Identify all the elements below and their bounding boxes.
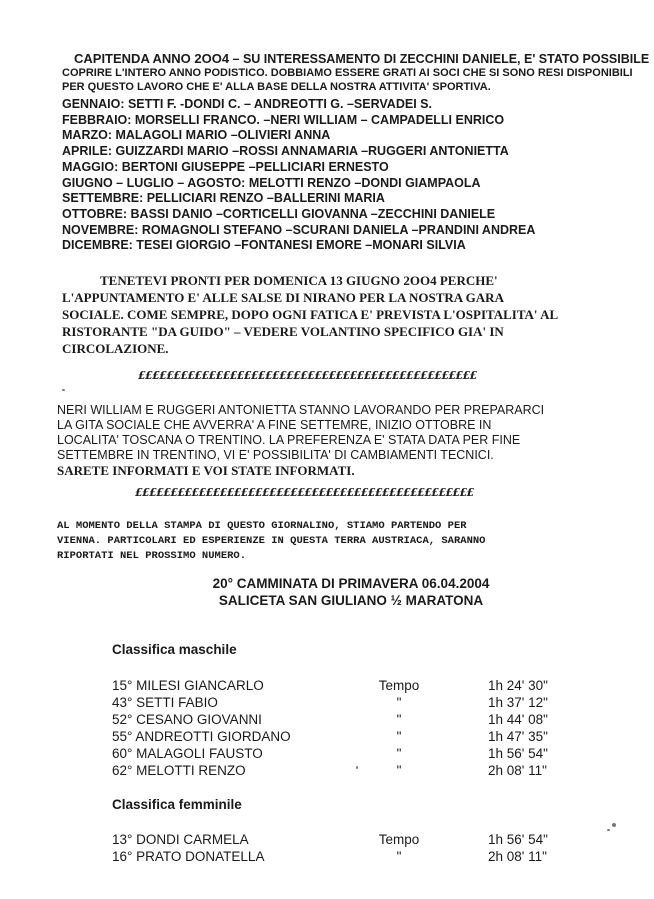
- monthly-volunteers-list: [62, 97, 642, 254]
- month-row: FEBBRAIO: MORSELLI FRANCO. –NERI WILLIAM – CAMPADELLI ENRICO: [62, 112, 505, 127]
- finish-time: 1h 37' 12": [488, 695, 548, 710]
- ditto-mark: ": [396, 849, 402, 864]
- athlete-name: 55° ANDREOTTI GIORDANO: [112, 729, 291, 744]
- scan-speck: [607, 829, 610, 831]
- month-row: GENNAIO: SETTI F. -DONDI C. – ANDREOTTI G. –SERVADEI S.: [62, 97, 432, 111]
- intro-line-3: PER QUESTO LAVORO CHE E' ALLA BASE DELLA NOSTRA ATTIVITA' SPORTIVA.: [62, 81, 491, 93]
- intro-lead: CAPITENDA ANNO 2OO4: [74, 51, 230, 66]
- result-row: [112, 745, 582, 762]
- female-ranking-heading: Classifica femminile: [112, 797, 242, 812]
- time-column-label: Tempo: [378, 832, 420, 847]
- paragraph-line: SARETE INFORMATI E VOI STATE INFORMATI.: [57, 463, 355, 478]
- paragraph-line: SOCIALE. COME SEMPRE, DOPO OGNI FATICA E' PREVISTA L'OSPITALITA' AL: [62, 307, 559, 322]
- finish-time: 1h 56' 54": [488, 832, 548, 847]
- result-row: [112, 831, 582, 848]
- finish-time: 2h 08' 11": [488, 849, 547, 864]
- month-row: MARZO: MALAGOLI MARIO –OLIVIERI ANNA: [62, 128, 331, 143]
- intro-line-1: [62, 51, 650, 66]
- pound-sign-separator: ££££££££££££££££££££££££££££££££££££££££££££££££: [135, 486, 474, 499]
- social-trip-paragraph: [57, 403, 544, 478]
- event-title-line-2: SALICETA SAN GIULIANO ½ MARATONA: [218, 593, 484, 608]
- month-row: GIUGNO – LUGLIO – AGOSTO: MELOTTI RENZO –DONDI GIAMPAOLA: [62, 175, 481, 190]
- finish-time: 1h 56' 54": [488, 746, 548, 761]
- female-ranking-table: [112, 831, 582, 865]
- intro-line-1-rest: – SU INTERESSAMENTO DI ZECCHINI DANIELE, E' STATO POSSIBILE: [229, 52, 650, 66]
- ditto-mark: ": [396, 746, 402, 761]
- result-row: [112, 711, 582, 728]
- athlete-name: 52° CESANO GIOVANNI: [112, 712, 262, 727]
- paragraph-line: TENETEVI PRONTI PER DOMENICA 13 GIUGNO 2OO4 PERCHE': [100, 273, 498, 288]
- finish-time: 1h 47' 35": [488, 729, 548, 744]
- month-row: NOVEMBRE: ROMAGNOLI STEFANO –SCURANI DANIELA –PRANDINI ANDREA: [62, 222, 536, 237]
- paragraph-line: L'APPUNTAMENTO E' ALLE SALSE DI NIRANO PER LA NOSTRA GARA: [62, 290, 504, 305]
- athlete-name: 16° PRATO DONATELLA: [112, 849, 265, 864]
- event-title: [0, 575, 654, 609]
- ditto-mark: ": [396, 695, 402, 710]
- athlete-name: 13° DONDI CARMELA: [112, 832, 249, 847]
- athlete-name: 43° SETTI FABIO: [112, 695, 218, 710]
- time-column-label: Tempo: [378, 678, 420, 693]
- ditto-mark: ": [396, 763, 402, 778]
- scan-speck: [62, 389, 65, 391]
- event-title-line-1: 20° CAMMINATA DI PRIMAVERA 06.04.2004: [212, 576, 490, 591]
- month-row: APRILE: GUIZZARDI MARIO –ROSSI ANNAMARIA –RUGGERI ANTONIETTA: [62, 144, 509, 159]
- vienna-trip-paragraph: [57, 519, 485, 564]
- finish-time: 1h 44' 08": [488, 712, 548, 727]
- paragraph-line: SETTEMBRE IN TRENTINO, VI E' POSSIBILITA' DI CAMBIAMENTI TECNICI.: [57, 448, 494, 462]
- result-row: [112, 694, 582, 711]
- month-row: OTTOBRE: BASSI DANIO –CORTICELLI GIOVANNA –ZECCHINI DANIELE: [62, 206, 496, 221]
- ditto-mark: ": [396, 729, 402, 744]
- month-row: MAGGIO: BERTONI GIUSEPPE –PELLICIARI ERNESTO: [62, 159, 389, 174]
- scan-speck: [356, 766, 358, 769]
- result-row: [112, 762, 582, 779]
- finish-time: 2h 08' 11": [488, 763, 547, 778]
- month-row: SETTEMBRE: PELLICIARI RENZO –BALLERINI MARIA: [62, 191, 385, 206]
- paragraph-line: RISTORANTE "DA GUIDO" – VEDERE VOLANTINO SPECIFICO GIA' IN: [62, 324, 504, 339]
- paragraph-line: VIENNA. PARTICOLARI ED ESPERIENZE IN QUESTA TERRA AUSTRIACA, SARANNO: [57, 535, 486, 547]
- paragraph-line: NERI WILLIAM E RUGGERI ANTONIETTA STANNO LAVORANDO PER PREPARARCI: [57, 403, 545, 417]
- intro-line-2: COPRIRE L'INTERO ANNO PODISTICO. DOBBIAMO ESSERE GRATI AI SOCI CHE SI SONO RESI DISPONIBILI: [62, 67, 633, 79]
- result-row: [112, 728, 582, 745]
- athlete-name: 60° MALAGOLI FAUSTO: [112, 746, 263, 761]
- paragraph-line: CIRCOLAZIONE.: [62, 341, 169, 356]
- pound-sign-separator: ££££££££££££££££££££££££££££££££££££££££££££££££: [138, 369, 477, 382]
- paragraph-line: LOCALITA' TOSCANA O TRENTINO. LA PREFERENZA E' STATA DATA PER FINE: [57, 433, 521, 447]
- ditto-mark: ": [396, 712, 402, 727]
- intro-paragraph: [62, 51, 650, 94]
- paragraph-line: AL MOMENTO DELLA STAMPA DI QUESTO GIORNALINO, STIAMO PARTENDO PER: [57, 520, 467, 532]
- athlete-name: 62° MELOTTI RENZO: [112, 763, 246, 778]
- paragraph-line: RIPORTATI NEL PROSSIMO NUMERO.: [57, 550, 247, 562]
- male-ranking-table: [112, 677, 582, 779]
- athlete-name: 15° MILESI GIANCARLO: [112, 678, 264, 693]
- result-row: [112, 677, 582, 694]
- month-row: DICEMBRE: TESEI GIORGIO –FONTANESI EMORE –MONARI SILVIA: [62, 238, 466, 253]
- male-ranking-heading: Classifica maschile: [112, 642, 237, 657]
- paragraph-line: LA GITA SOCIALE CHE AVVERRA' A FINE SETTEMRE, INIZIO OTTOBRE IN: [57, 418, 492, 432]
- social-race-announcement: [62, 272, 558, 357]
- scan-speck: [612, 823, 616, 827]
- result-row: [112, 848, 582, 865]
- finish-time: 1h 24' 30": [488, 678, 548, 693]
